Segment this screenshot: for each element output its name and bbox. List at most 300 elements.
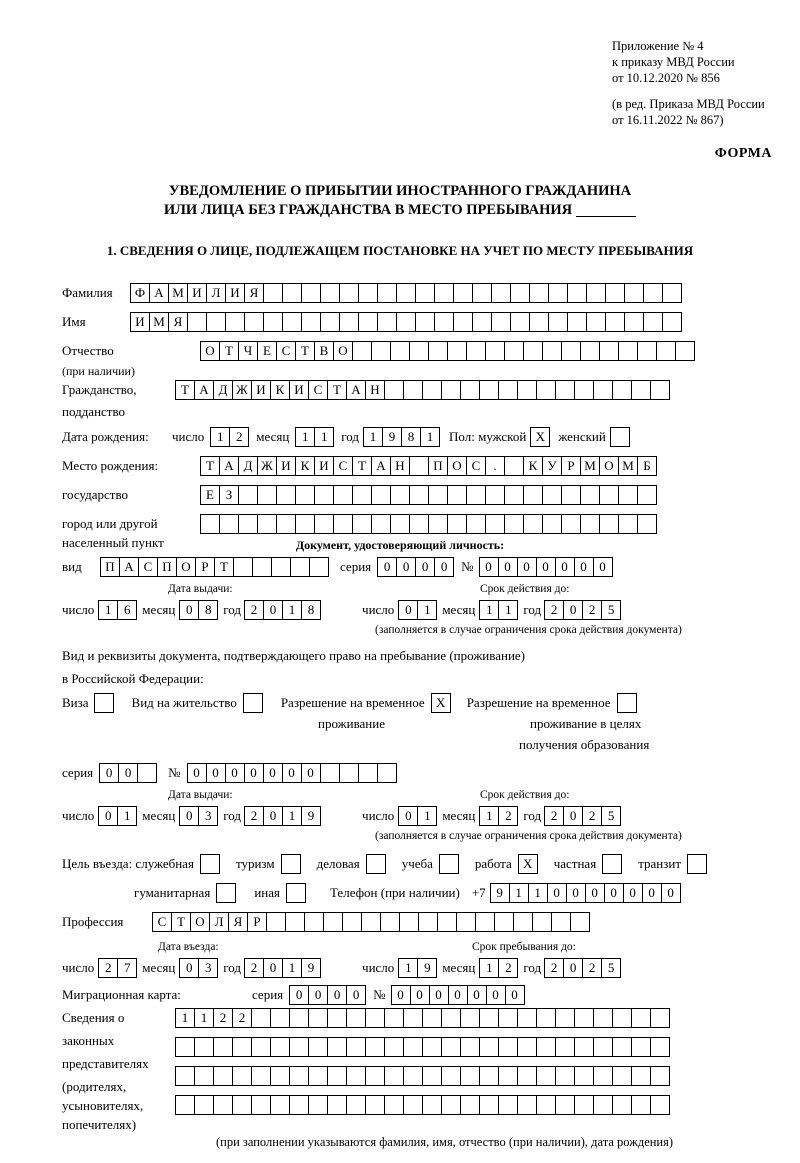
form-cell[interactable]: О bbox=[599, 456, 619, 476]
form-cell[interactable]: Т bbox=[295, 341, 315, 361]
form-cell[interactable]: 0 bbox=[391, 985, 411, 1005]
form-cell[interactable]: О bbox=[447, 456, 467, 476]
form-cell[interactable] bbox=[618, 514, 638, 534]
form-cell[interactable] bbox=[631, 1008, 651, 1028]
form-cell[interactable] bbox=[213, 1066, 233, 1086]
form-cell[interactable]: 0 bbox=[289, 985, 309, 1005]
form-cell[interactable]: П bbox=[428, 456, 448, 476]
form-cell[interactable] bbox=[232, 1095, 252, 1115]
form-cell[interactable] bbox=[580, 341, 600, 361]
form-cell[interactable]: 8 bbox=[301, 600, 321, 620]
form-cell[interactable]: 9 bbox=[301, 958, 321, 978]
form-cell[interactable]: 0 bbox=[301, 763, 321, 783]
identity-issue-month-input[interactable] bbox=[179, 600, 217, 620]
form-cell[interactable]: Н bbox=[390, 456, 410, 476]
form-cell[interactable] bbox=[460, 1095, 480, 1115]
form-cell[interactable] bbox=[289, 1066, 309, 1086]
identity-valid-month-input[interactable] bbox=[479, 600, 517, 620]
form-cell[interactable]: А bbox=[219, 456, 239, 476]
form-cell[interactable]: И bbox=[276, 456, 296, 476]
permit-valid-month-input[interactable] bbox=[479, 806, 517, 826]
form-cell[interactable] bbox=[447, 485, 467, 505]
form-cell[interactable] bbox=[567, 312, 587, 332]
form-cell[interactable] bbox=[371, 514, 391, 534]
form-cell[interactable] bbox=[342, 912, 362, 932]
form-cell[interactable] bbox=[263, 283, 283, 303]
form-cell[interactable] bbox=[542, 341, 562, 361]
form-cell[interactable] bbox=[536, 1037, 556, 1057]
form-cell[interactable] bbox=[282, 312, 302, 332]
form-cell[interactable]: Т bbox=[219, 341, 239, 361]
form-cell[interactable]: Д bbox=[238, 456, 258, 476]
form-cell[interactable] bbox=[580, 514, 600, 534]
form-cell[interactable]: А bbox=[194, 380, 214, 400]
form-cell[interactable] bbox=[650, 1008, 670, 1028]
form-cell[interactable] bbox=[252, 557, 272, 577]
permit-valid-day-input[interactable] bbox=[398, 806, 436, 826]
form-cell[interactable] bbox=[244, 312, 264, 332]
form-cell[interactable] bbox=[624, 312, 644, 332]
form-cell[interactable] bbox=[536, 1095, 556, 1115]
form-cell[interactable]: Т bbox=[175, 380, 195, 400]
form-cell[interactable] bbox=[498, 380, 518, 400]
form-cell[interactable] bbox=[238, 485, 258, 505]
form-cell[interactable] bbox=[561, 485, 581, 505]
form-cell[interactable] bbox=[586, 283, 606, 303]
form-cell[interactable]: О bbox=[333, 341, 353, 361]
form-cell[interactable] bbox=[599, 341, 619, 361]
form-cell[interactable] bbox=[266, 912, 286, 932]
form-cell[interactable] bbox=[466, 341, 486, 361]
form-cell[interactable] bbox=[475, 912, 495, 932]
form-cell[interactable] bbox=[327, 1037, 347, 1057]
form-cell[interactable] bbox=[320, 312, 340, 332]
form-cell[interactable] bbox=[536, 380, 556, 400]
legal-input-row-3[interactable] bbox=[175, 1066, 669, 1086]
form-cell[interactable]: С bbox=[152, 912, 172, 932]
form-cell[interactable] bbox=[346, 1066, 366, 1086]
form-cell[interactable] bbox=[339, 763, 359, 783]
legal-input-row-2[interactable] bbox=[175, 1037, 669, 1057]
form-cell[interactable] bbox=[358, 312, 378, 332]
form-cell[interactable] bbox=[213, 1095, 233, 1115]
form-cell[interactable] bbox=[441, 1095, 461, 1115]
form-cell[interactable]: М bbox=[168, 283, 188, 303]
form-cell[interactable]: И bbox=[187, 283, 207, 303]
form-cell[interactable]: 2 bbox=[244, 958, 264, 978]
form-cell[interactable]: 2 bbox=[544, 806, 564, 826]
form-cell[interactable]: 0 bbox=[593, 557, 613, 577]
form-cell[interactable] bbox=[460, 1037, 480, 1057]
form-cell[interactable] bbox=[574, 1037, 594, 1057]
form-cell[interactable] bbox=[536, 1008, 556, 1028]
form-cell[interactable] bbox=[409, 456, 429, 476]
form-cell[interactable] bbox=[662, 283, 682, 303]
form-cell[interactable]: 1 bbox=[194, 1008, 214, 1028]
form-cell[interactable] bbox=[548, 283, 568, 303]
form-cell[interactable]: 1 bbox=[479, 958, 499, 978]
form-cell[interactable] bbox=[599, 514, 619, 534]
form-cell[interactable]: 0 bbox=[179, 600, 199, 620]
form-cell[interactable] bbox=[251, 1095, 271, 1115]
form-cell[interactable]: 1 bbox=[363, 427, 383, 447]
form-cell[interactable] bbox=[523, 485, 543, 505]
form-cell[interactable] bbox=[308, 1066, 328, 1086]
form-cell[interactable]: 0 bbox=[225, 763, 245, 783]
form-cell[interactable]: 0 bbox=[98, 806, 118, 826]
form-cell[interactable] bbox=[175, 1066, 195, 1086]
permit-issue-year-input[interactable] bbox=[244, 806, 320, 826]
form-cell[interactable]: 2 bbox=[98, 958, 118, 978]
form-cell[interactable] bbox=[574, 1008, 594, 1028]
form-cell[interactable]: 2 bbox=[213, 1008, 233, 1028]
form-cell[interactable] bbox=[523, 341, 543, 361]
purpose-other-checkbox[interactable] bbox=[286, 883, 306, 903]
form-cell[interactable] bbox=[650, 1037, 670, 1057]
permit-number-input[interactable] bbox=[187, 763, 396, 783]
identity-series-input[interactable] bbox=[377, 557, 453, 577]
form-cell[interactable]: 1 bbox=[98, 600, 118, 620]
form-cell[interactable]: Т bbox=[171, 912, 191, 932]
birthplace-input-row-2[interactable] bbox=[200, 485, 656, 505]
form-cell[interactable] bbox=[548, 312, 568, 332]
form-cell[interactable]: Б bbox=[637, 456, 657, 476]
form-cell[interactable]: С bbox=[466, 456, 486, 476]
visa-checkbox[interactable] bbox=[94, 693, 114, 713]
form-cell[interactable] bbox=[529, 283, 549, 303]
form-cell[interactable] bbox=[542, 514, 562, 534]
form-cell[interactable] bbox=[447, 514, 467, 534]
form-cell[interactable] bbox=[399, 912, 419, 932]
form-cell[interactable] bbox=[257, 485, 277, 505]
form-cell[interactable]: 0 bbox=[517, 557, 537, 577]
form-cell[interactable]: 5 bbox=[601, 958, 621, 978]
form-cell[interactable] bbox=[491, 312, 511, 332]
form-cell[interactable] bbox=[309, 557, 329, 577]
form-cell[interactable]: 5 bbox=[601, 806, 621, 826]
form-cell[interactable] bbox=[428, 341, 448, 361]
form-cell[interactable] bbox=[580, 485, 600, 505]
form-cell[interactable] bbox=[441, 1066, 461, 1086]
form-cell[interactable] bbox=[327, 1095, 347, 1115]
form-cell[interactable] bbox=[504, 514, 524, 534]
form-cell[interactable] bbox=[529, 312, 549, 332]
form-cell[interactable]: 9 bbox=[417, 958, 437, 978]
form-cell[interactable] bbox=[251, 1008, 271, 1028]
form-cell[interactable] bbox=[194, 1066, 214, 1086]
form-cell[interactable]: С bbox=[308, 380, 328, 400]
form-cell[interactable]: 2 bbox=[232, 1008, 252, 1028]
form-cell[interactable] bbox=[346, 1037, 366, 1057]
form-cell[interactable] bbox=[510, 312, 530, 332]
form-cell[interactable] bbox=[403, 380, 423, 400]
form-cell[interactable] bbox=[422, 1008, 442, 1028]
form-cell[interactable] bbox=[599, 485, 619, 505]
identity-valid-day-input[interactable] bbox=[398, 600, 436, 620]
form-cell[interactable] bbox=[339, 312, 359, 332]
form-cell[interactable]: З bbox=[219, 485, 239, 505]
form-cell[interactable] bbox=[428, 485, 448, 505]
birth-year-input[interactable] bbox=[363, 427, 439, 447]
citizenship-input[interactable] bbox=[175, 380, 669, 400]
profession-input[interactable] bbox=[152, 912, 589, 932]
form-cell[interactable] bbox=[289, 1037, 309, 1057]
form-cell[interactable] bbox=[352, 514, 372, 534]
form-cell[interactable] bbox=[555, 1008, 575, 1028]
purpose-humanitarian-checkbox[interactable] bbox=[216, 883, 236, 903]
form-cell[interactable] bbox=[498, 1037, 518, 1057]
form-cell[interactable] bbox=[561, 341, 581, 361]
form-cell[interactable] bbox=[574, 1095, 594, 1115]
form-cell[interactable]: И bbox=[225, 283, 245, 303]
form-cell[interactable] bbox=[365, 1008, 385, 1028]
form-cell[interactable] bbox=[428, 514, 448, 534]
form-cell[interactable]: 0 bbox=[585, 883, 605, 903]
form-cell[interactable]: 0 bbox=[398, 806, 418, 826]
form-cell[interactable] bbox=[314, 514, 334, 534]
form-cell[interactable] bbox=[403, 1008, 423, 1028]
form-cell[interactable] bbox=[384, 1037, 404, 1057]
form-cell[interactable]: В bbox=[314, 341, 334, 361]
form-cell[interactable] bbox=[346, 1008, 366, 1028]
form-cell[interactable] bbox=[390, 514, 410, 534]
purpose-option-checkbox[interactable] bbox=[439, 854, 459, 874]
form-cell[interactable] bbox=[361, 912, 381, 932]
form-cell[interactable] bbox=[612, 380, 632, 400]
form-cell[interactable] bbox=[510, 283, 530, 303]
form-cell[interactable] bbox=[675, 341, 695, 361]
purpose-option-checkbox[interactable]: X bbox=[518, 854, 538, 874]
sex-male-checkbox[interactable]: X bbox=[530, 427, 550, 447]
form-cell[interactable] bbox=[612, 1008, 632, 1028]
form-cell[interactable]: 0 bbox=[263, 763, 283, 783]
form-cell[interactable]: Ф bbox=[130, 283, 150, 303]
form-cell[interactable] bbox=[409, 341, 429, 361]
form-cell[interactable]: 0 bbox=[642, 883, 662, 903]
form-cell[interactable]: Д bbox=[213, 380, 233, 400]
form-cell[interactable] bbox=[551, 912, 571, 932]
form-cell[interactable]: С bbox=[276, 341, 296, 361]
form-cell[interactable] bbox=[479, 1095, 499, 1115]
form-cell[interactable]: 0 bbox=[396, 557, 416, 577]
purpose-option-checkbox[interactable] bbox=[281, 854, 301, 874]
form-cell[interactable] bbox=[270, 1037, 290, 1057]
form-cell[interactable]: Р bbox=[195, 557, 215, 577]
form-cell[interactable]: К bbox=[295, 456, 315, 476]
form-cell[interactable] bbox=[485, 485, 505, 505]
birthplace-input-row-3[interactable] bbox=[200, 514, 656, 534]
form-cell[interactable]: 2 bbox=[498, 806, 518, 826]
form-cell[interactable] bbox=[504, 456, 524, 476]
form-cell[interactable]: 0 bbox=[434, 557, 454, 577]
form-cell[interactable]: 0 bbox=[563, 600, 583, 620]
form-cell[interactable] bbox=[498, 1066, 518, 1086]
form-cell[interactable] bbox=[233, 557, 253, 577]
form-cell[interactable]: 8 bbox=[401, 427, 421, 447]
form-cell[interactable]: 1 bbox=[528, 883, 548, 903]
form-cell[interactable] bbox=[365, 1095, 385, 1115]
form-cell[interactable]: И bbox=[289, 380, 309, 400]
form-cell[interactable] bbox=[320, 283, 340, 303]
form-cell[interactable] bbox=[517, 1008, 537, 1028]
form-cell[interactable]: Е bbox=[200, 485, 220, 505]
form-cell[interactable]: 0 bbox=[179, 806, 199, 826]
form-cell[interactable]: А bbox=[346, 380, 366, 400]
form-cell[interactable] bbox=[371, 341, 391, 361]
form-cell[interactable] bbox=[612, 1066, 632, 1086]
phone-input[interactable] bbox=[490, 883, 680, 903]
surname-input[interactable] bbox=[130, 283, 681, 303]
form-cell[interactable] bbox=[257, 514, 277, 534]
form-cell[interactable] bbox=[339, 283, 359, 303]
sex-female-checkbox[interactable] bbox=[610, 427, 630, 447]
form-cell[interactable]: Р bbox=[561, 456, 581, 476]
form-cell[interactable] bbox=[504, 485, 524, 505]
form-cell[interactable] bbox=[523, 514, 543, 534]
form-cell[interactable]: 0 bbox=[179, 958, 199, 978]
form-cell[interactable]: 0 bbox=[486, 985, 506, 1005]
form-cell[interactable] bbox=[422, 1037, 442, 1057]
form-cell[interactable] bbox=[352, 341, 372, 361]
form-cell[interactable]: И bbox=[251, 380, 271, 400]
form-cell[interactable]: О bbox=[176, 557, 196, 577]
form-cell[interactable]: Я bbox=[228, 912, 248, 932]
temp-residence-checkbox[interactable]: X bbox=[431, 693, 451, 713]
form-cell[interactable] bbox=[460, 1008, 480, 1028]
form-cell[interactable]: Е bbox=[257, 341, 277, 361]
form-cell[interactable] bbox=[384, 380, 404, 400]
patronymic-input[interactable] bbox=[200, 341, 694, 361]
form-cell[interactable]: О bbox=[200, 341, 220, 361]
form-cell[interactable]: К bbox=[523, 456, 543, 476]
form-cell[interactable] bbox=[460, 1066, 480, 1086]
form-cell[interactable] bbox=[175, 1095, 195, 1115]
form-cell[interactable]: 0 bbox=[327, 985, 347, 1005]
form-cell[interactable] bbox=[479, 1066, 499, 1086]
form-cell[interactable]: Л bbox=[206, 283, 226, 303]
form-cell[interactable]: 1 bbox=[479, 600, 499, 620]
form-cell[interactable]: И bbox=[314, 456, 334, 476]
migration-card-series-input[interactable] bbox=[289, 985, 365, 1005]
form-cell[interactable] bbox=[289, 1095, 309, 1115]
form-cell[interactable] bbox=[517, 1095, 537, 1115]
form-cell[interactable] bbox=[232, 1037, 252, 1057]
form-cell[interactable] bbox=[308, 1095, 328, 1115]
form-cell[interactable] bbox=[276, 514, 296, 534]
form-cell[interactable] bbox=[358, 283, 378, 303]
form-cell[interactable] bbox=[320, 763, 340, 783]
form-cell[interactable] bbox=[276, 485, 296, 505]
form-cell[interactable]: О bbox=[190, 912, 210, 932]
form-cell[interactable]: 0 bbox=[555, 557, 575, 577]
form-cell[interactable]: Т bbox=[327, 380, 347, 400]
form-cell[interactable] bbox=[327, 1008, 347, 1028]
form-cell[interactable]: 1 bbox=[117, 806, 137, 826]
legal-input-row-4[interactable] bbox=[175, 1095, 669, 1115]
form-cell[interactable] bbox=[472, 312, 492, 332]
form-cell[interactable]: 2 bbox=[582, 958, 602, 978]
form-cell[interactable] bbox=[263, 312, 283, 332]
form-cell[interactable] bbox=[295, 514, 315, 534]
form-cell[interactable]: 1 bbox=[210, 427, 230, 447]
form-cell[interactable] bbox=[656, 341, 676, 361]
form-cell[interactable] bbox=[137, 763, 157, 783]
purpose-service-checkbox[interactable] bbox=[200, 854, 220, 874]
form-cell[interactable] bbox=[631, 1066, 651, 1086]
form-cell[interactable] bbox=[441, 1037, 461, 1057]
form-cell[interactable] bbox=[290, 557, 310, 577]
permit-valid-year-input[interactable] bbox=[544, 806, 620, 826]
form-cell[interactable] bbox=[650, 1066, 670, 1086]
identity-number-input[interactable] bbox=[479, 557, 612, 577]
form-cell[interactable]: 2 bbox=[582, 806, 602, 826]
form-cell[interactable]: Т bbox=[200, 456, 220, 476]
form-cell[interactable] bbox=[494, 912, 514, 932]
form-cell[interactable] bbox=[643, 312, 663, 332]
form-cell[interactable] bbox=[377, 763, 397, 783]
form-cell[interactable] bbox=[460, 380, 480, 400]
form-cell[interactable] bbox=[485, 514, 505, 534]
form-cell[interactable] bbox=[301, 283, 321, 303]
form-cell[interactable] bbox=[333, 485, 353, 505]
form-cell[interactable] bbox=[415, 283, 435, 303]
form-cell[interactable] bbox=[574, 380, 594, 400]
form-cell[interactable]: М bbox=[618, 456, 638, 476]
form-cell[interactable]: Р bbox=[247, 912, 267, 932]
form-cell[interactable] bbox=[485, 341, 505, 361]
form-cell[interactable]: 0 bbox=[415, 557, 435, 577]
form-cell[interactable] bbox=[453, 312, 473, 332]
form-cell[interactable]: Я bbox=[168, 312, 188, 332]
form-cell[interactable] bbox=[574, 1066, 594, 1086]
form-cell[interactable] bbox=[631, 380, 651, 400]
birth-day-input[interactable] bbox=[210, 427, 248, 447]
identity-issue-day-input[interactable] bbox=[98, 600, 136, 620]
form-cell[interactable] bbox=[365, 1037, 385, 1057]
form-cell[interactable] bbox=[403, 1066, 423, 1086]
form-cell[interactable]: 1 bbox=[509, 883, 529, 903]
migration-card-number-input[interactable] bbox=[391, 985, 524, 1005]
form-cell[interactable]: 0 bbox=[448, 985, 468, 1005]
form-cell[interactable] bbox=[371, 485, 391, 505]
form-cell[interactable] bbox=[593, 1037, 613, 1057]
form-cell[interactable]: 2 bbox=[544, 958, 564, 978]
form-cell[interactable]: Ж bbox=[257, 456, 277, 476]
form-cell[interactable] bbox=[270, 1008, 290, 1028]
form-cell[interactable] bbox=[637, 485, 657, 505]
form-cell[interactable] bbox=[282, 283, 302, 303]
form-cell[interactable]: М bbox=[580, 456, 600, 476]
identity-type-input[interactable] bbox=[100, 557, 328, 577]
form-cell[interactable] bbox=[194, 1095, 214, 1115]
form-cell[interactable] bbox=[295, 485, 315, 505]
form-cell[interactable] bbox=[561, 514, 581, 534]
form-cell[interactable] bbox=[323, 912, 343, 932]
form-cell[interactable]: Л bbox=[209, 912, 229, 932]
form-cell[interactable] bbox=[333, 514, 353, 534]
form-cell[interactable] bbox=[631, 1037, 651, 1057]
form-cell[interactable] bbox=[415, 312, 435, 332]
form-cell[interactable] bbox=[200, 514, 220, 534]
entry-year-input[interactable] bbox=[244, 958, 320, 978]
form-cell[interactable] bbox=[593, 1008, 613, 1028]
stay-month-input[interactable] bbox=[479, 958, 517, 978]
form-cell[interactable] bbox=[637, 514, 657, 534]
form-cell[interactable]: 7 bbox=[117, 958, 137, 978]
form-cell[interactable] bbox=[285, 912, 305, 932]
purpose-option-checkbox[interactable] bbox=[366, 854, 386, 874]
form-cell[interactable] bbox=[637, 341, 657, 361]
